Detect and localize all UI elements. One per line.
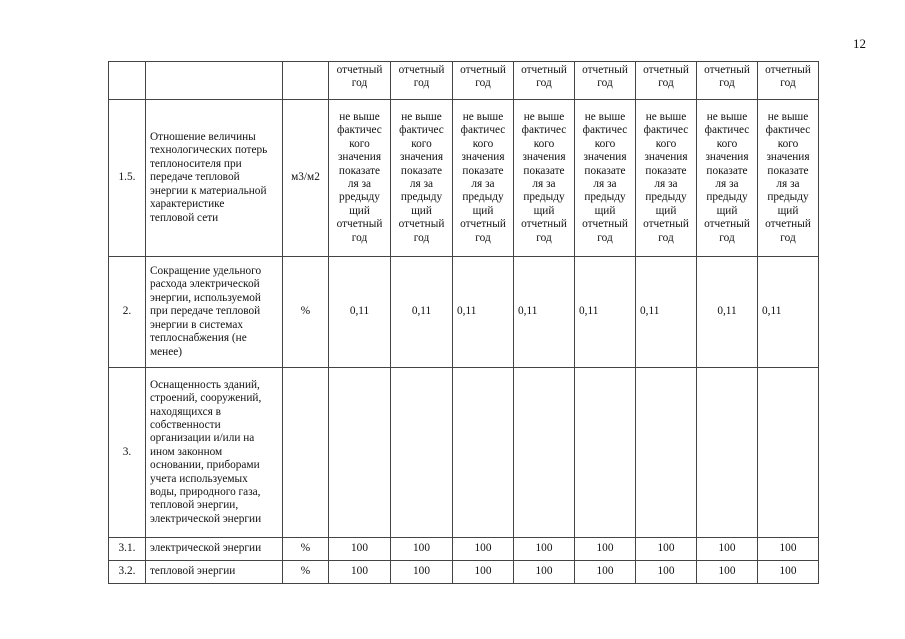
value-cell: 0,11 (514, 257, 575, 368)
header-year-cell: отчетный год (697, 62, 758, 100)
value-cell: 100 (514, 538, 575, 561)
page-number: 12 (853, 36, 866, 51)
value-cell: не выше фактичес кого значения показате ля за предыду щий отчетный год (391, 100, 453, 257)
value-cell (391, 368, 453, 538)
value-cell: 0,11 (636, 257, 697, 368)
value-cell: 0,11 (697, 257, 758, 368)
row-unit: % (283, 257, 329, 368)
row-description: тепловой энергии (146, 561, 283, 584)
value-cell: не выше фактичес кого значения показате ля за pредыду щий отчетный год (329, 100, 391, 257)
value-cell: 0,11 (391, 257, 453, 368)
value-cell: 0,11 (329, 257, 391, 368)
value-cell: 100 (329, 561, 391, 584)
header-year-cell: отчетный год (575, 62, 636, 100)
value-cell (575, 368, 636, 538)
row-number: 3.2. (109, 561, 146, 584)
value-cell: не выше фактичес кого значения показате ля за предыду щий отчетный год (575, 100, 636, 257)
table-row (109, 257, 819, 368)
value-cell: 100 (697, 538, 758, 561)
header-num-cell (109, 62, 146, 100)
value-cell: 0,11 (453, 257, 514, 368)
value-cell (453, 368, 514, 538)
row-description: электрической энергии (146, 538, 283, 561)
value-cell: 100 (575, 538, 636, 561)
value-cell: не выше фактичес кого значения показате ля за предыду щий отчетный год (758, 100, 819, 257)
table-row (109, 100, 819, 257)
value-cell: не выше фактичес кого значения показате ля за предыду щий отчетный год (453, 100, 514, 257)
value-cell: 100 (758, 561, 819, 584)
value-cell: 100 (329, 538, 391, 561)
row-unit (283, 368, 329, 538)
row-number: 3. (109, 368, 146, 538)
value-cell: 100 (453, 561, 514, 584)
value-cell: 100 (697, 561, 758, 584)
header-unit-cell (283, 62, 329, 100)
row-number: 2. (109, 257, 146, 368)
header-year-cell: отчетный год (636, 62, 697, 100)
value-cell: 100 (575, 561, 636, 584)
value-cell: 100 (758, 538, 819, 561)
header-year-cell: отчетный год (329, 62, 391, 100)
row-unit: м3/м2 (283, 100, 329, 257)
row-unit: % (283, 561, 329, 584)
value-cell (758, 368, 819, 538)
value-cell: не выше фактичес кого значения показате ля за предыду щий отчетный год (514, 100, 575, 257)
value-cell: не выше фактичес кого значения показате ля за предыду щий отчетный год (636, 100, 697, 257)
value-cell: 100 (391, 561, 453, 584)
indicators-table (108, 61, 819, 584)
header-year-cell: отчетный год (391, 62, 453, 100)
table-header-row (109, 62, 819, 100)
value-cell: 100 (636, 538, 697, 561)
header-desc-cell (146, 62, 283, 100)
row-number: 1.5. (109, 100, 146, 257)
header-year-cell: отчетный год (758, 62, 819, 100)
value-cell: 0,11 (575, 257, 636, 368)
row-description: Сокращение удельного расхода электрической энергии, используемой при передаче тепловой энергии в системах теплоснабжения (не менее) (146, 257, 283, 368)
value-cell: не выше фактичес кого значения показате ля за предыду щий отчетный год (697, 100, 758, 257)
row-description: Отношение величины технологических потерь теплоносителя при передаче тепловой энергии к материальной характеристике тепловой сети (146, 100, 283, 257)
value-cell (636, 368, 697, 538)
value-cell: 100 (391, 538, 453, 561)
row-description: Оснащенность зданий, строений, сооружений, находящихся в собственности организации и/или на ином законном основании, приборами учета используемых воды, природного газа, тепловой энергии, электрической энергии (146, 368, 283, 538)
row-number: 3.1. (109, 538, 146, 561)
value-cell: 100 (636, 561, 697, 584)
value-cell (514, 368, 575, 538)
value-cell (697, 368, 758, 538)
value-cell: 100 (453, 538, 514, 561)
value-cell: 0,11 (758, 257, 819, 368)
value-cell: 100 (514, 561, 575, 584)
row-unit: % (283, 538, 329, 561)
table-row (109, 561, 819, 584)
value-cell (329, 368, 391, 538)
table-row (109, 538, 819, 561)
header-year-cell: отчетный год (453, 62, 514, 100)
table-row (109, 368, 819, 538)
header-year-cell: отчетный год (514, 62, 575, 100)
